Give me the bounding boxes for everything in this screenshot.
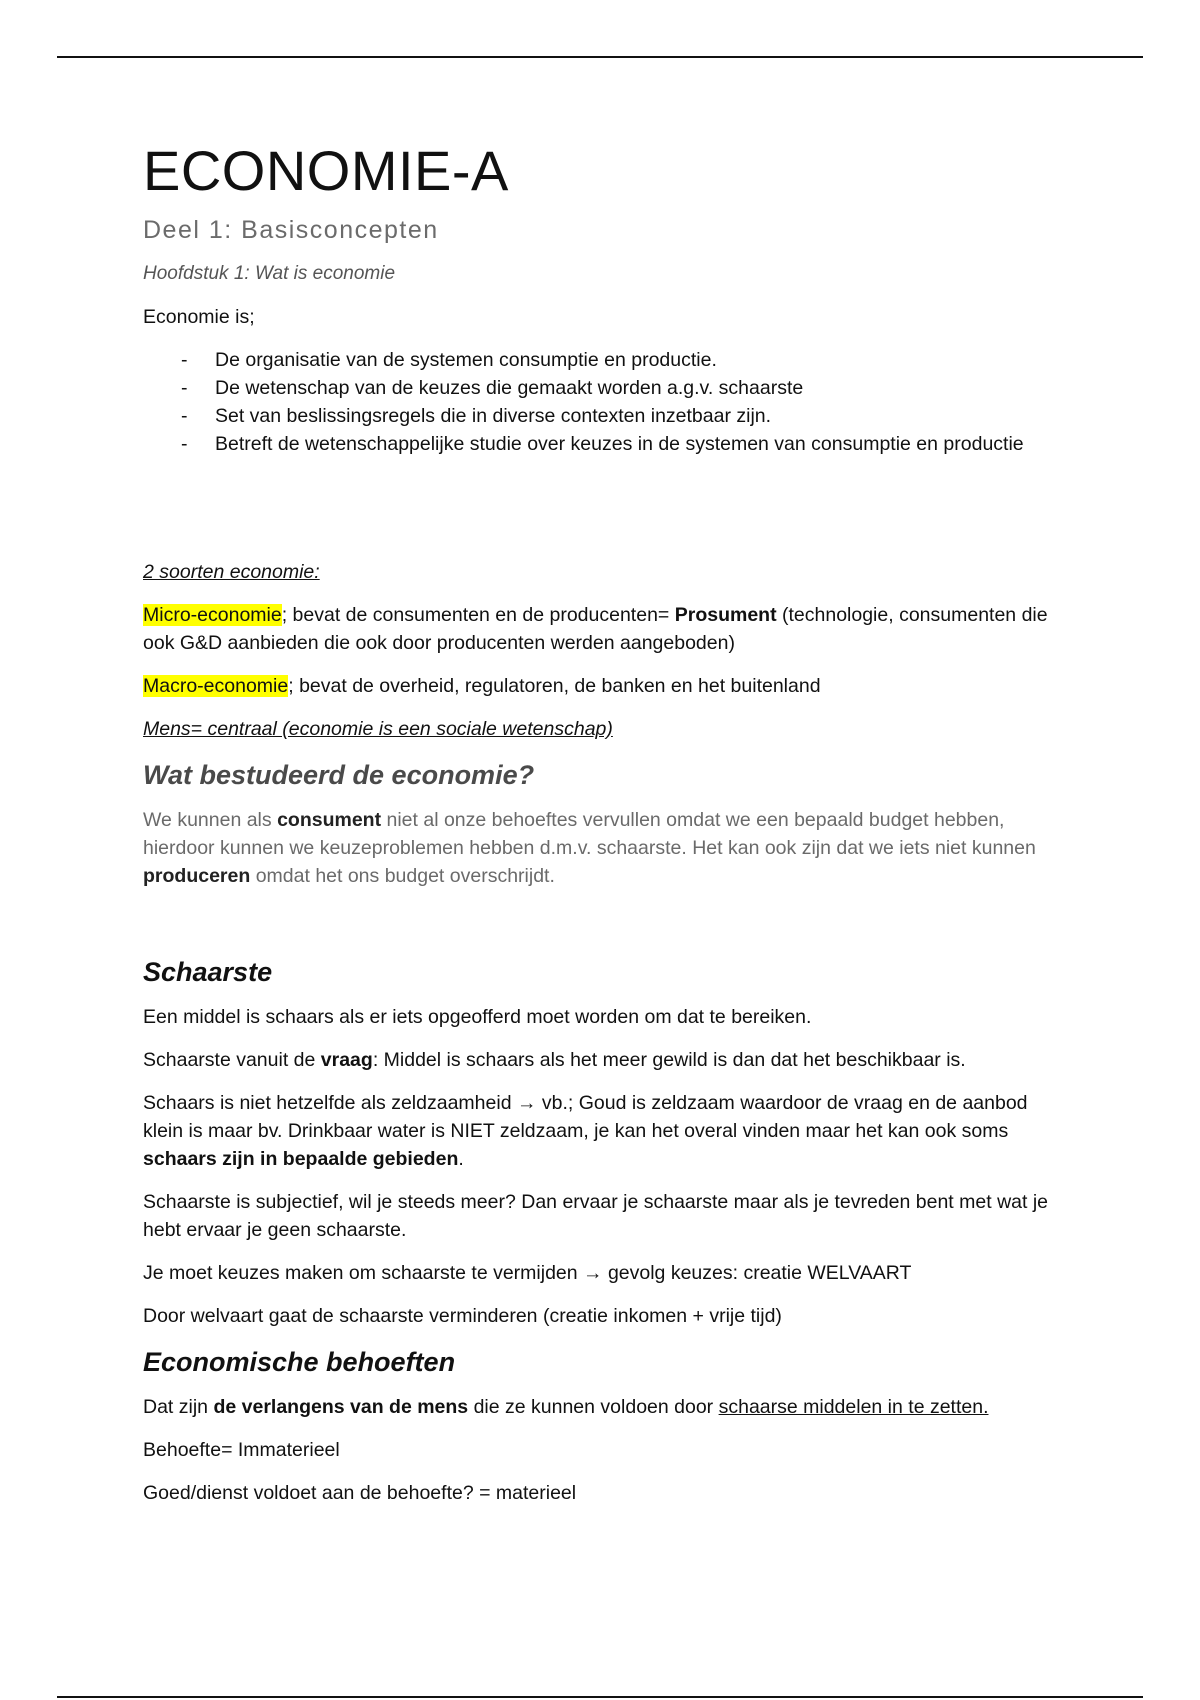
list-item: - De wetenschap van de keuzes die gemaakt worden a.g.v. schaarste: [181, 374, 1063, 402]
verlangens-term: de verlangens van de mens: [213, 1396, 469, 1418]
text-run: .: [458, 1148, 464, 1170]
micro-text-1: ; bevat de consumenten en de producenten=: [281, 604, 675, 626]
produceren-term: produceren: [143, 865, 251, 887]
section-heading-economische-behoeften: Economische behoeften: [143, 1347, 456, 1377]
schaarste-paragraph-6: Door welvaart gaat de schaarste verminderen (creatie inkomen + vrije tijd): [143, 1305, 782, 1327]
text-run: Dat zijn: [143, 1396, 214, 1418]
macro-term: Macro-economie: [143, 675, 289, 697]
section-heading-schaarste: Schaarste: [143, 957, 273, 987]
wat-bestudeerd-paragraph: [143, 806, 1063, 890]
section-heading-wat-bestudeerd: Wat bestudeerd de economie?: [143, 760, 535, 790]
schaarste-paragraph-1: Een middel is schaars als er iets opgeofferd moet worden om dat te bereiken.: [143, 1006, 812, 1028]
top-rule: [57, 56, 1143, 58]
text-run: die ze kunnen voldoen door: [468, 1396, 719, 1418]
bottom-rule: [57, 1696, 1143, 1698]
micro-term: Micro-economie: [143, 604, 282, 626]
text-run: omdat het ons budget overschrijdt.: [250, 865, 555, 887]
mens-centraal: [143, 715, 1063, 743]
soorten-heading-text: 2 soorten economie:: [143, 561, 320, 583]
text-run: Schaarste vanuit de: [143, 1049, 321, 1071]
schaarste-paragraph-4: Schaarste is subjectief, wil je steeds meer? Dan ervaar je schaarste maar als je tevreden bent met wat je hebt ervaar je geen schaarste.: [143, 1191, 1049, 1241]
text-run: niet al onze behoeftes vervullen omdat we een bepaald budget hebben, hierdoor kunnen we keuzeproblemen hebben d.m.v. schaarste. Het kan ook zijn dat we iets niet kunnen: [143, 809, 1036, 859]
micro-economie-paragraph: [143, 601, 1063, 657]
document-title: ECONOMIE-A: [143, 139, 509, 202]
schaarste-paragraph-2: [143, 1046, 1063, 1074]
list-item: - Set van beslissingsregels die in diverse contexten inzetbaar zijn.: [181, 402, 1063, 430]
definition-list: [143, 346, 1063, 458]
macro-economie-paragraph: [143, 672, 1063, 700]
text-run: Schaars is niet hetzelfde als zeldzaamheid → vb.; Goud is zeldzaam waardoor de vraag en de aanbod klein is maar bv. Drinkbaar water is NIET zeldzaam, je kan het overal vinden maar het kan ook soms: [143, 1092, 1028, 1142]
document-page: [143, 140, 1063, 1522]
prosument-term: Prosument: [674, 604, 777, 626]
schaarse-middelen-text: schaarse middelen in te zetten.: [718, 1396, 989, 1418]
document-subtitle: Deel 1: Basisconcepten: [143, 216, 439, 244]
consument-term: consument: [277, 809, 382, 831]
schaarste-paragraph-3: [143, 1089, 1063, 1173]
behoeften-paragraph-3: Goed/dienst voldoet aan de behoefte? = materieel: [143, 1482, 577, 1504]
vraag-term: vraag: [320, 1049, 373, 1071]
behoeften-paragraph-1: [143, 1393, 1063, 1421]
behoeften-paragraph-2: Behoefte= Immaterieel: [143, 1439, 340, 1461]
intro-text: Economie is;: [143, 306, 255, 328]
soorten-heading: [143, 558, 1063, 586]
micro-text-2: (technologie, consumenten die ook G&D aanbieden die ook door producenten werden aangeboden): [143, 604, 1048, 654]
chapter-heading: Hoofdstuk 1: Wat is economie: [143, 263, 396, 284]
schaars-gebieden-term: schaars zijn in bepaalde gebieden: [143, 1148, 459, 1170]
text-run: We kunnen als: [143, 809, 278, 831]
list-item: - Betreft de wetenschappelijke studie over keuzes in de systemen van consumptie en productie: [181, 430, 1063, 458]
macro-text: ; bevat de overheid, regulatoren, de banken en het buitenland: [288, 675, 821, 697]
mens-centraal-text: Mens= centraal (economie is een sociale wetenschap): [143, 718, 613, 740]
schaarste-paragraph-5: Je moet keuzes maken om schaarste te vermijden → gevolg keuzes: creatie WELVAART: [143, 1262, 912, 1284]
text-run: : Middel is schaars als het meer gewild is dan dat het beschikbaar is.: [372, 1049, 966, 1071]
list-item: - De organisatie van de systemen consumptie en productie.: [181, 346, 1063, 374]
